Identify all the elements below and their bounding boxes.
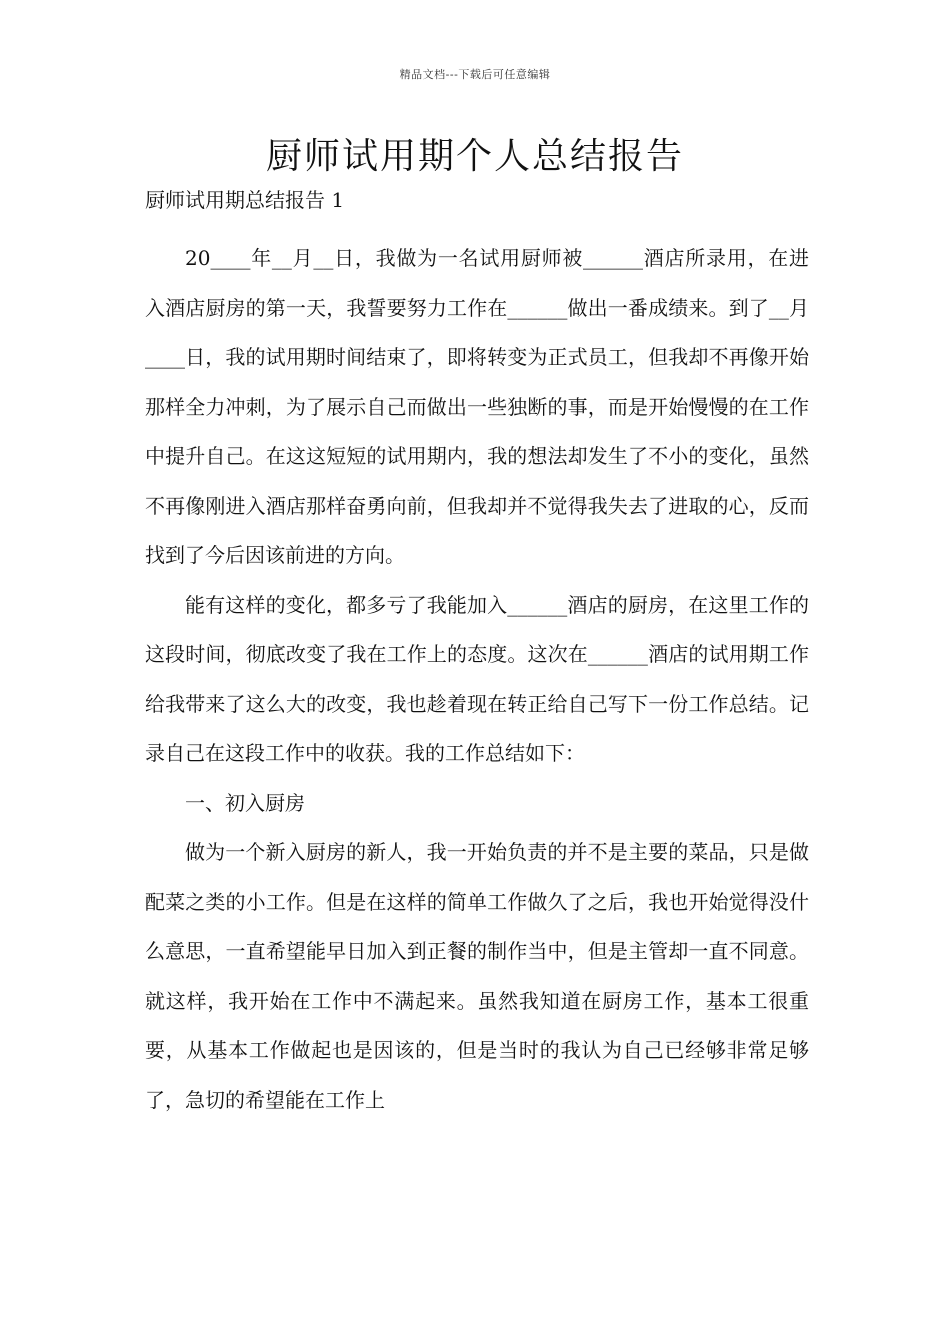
document-subtitle: 厨师试用期总结报告 1 [145,188,345,212]
paragraph: 20____年__月__日，我做为一名试用厨师被______酒店所录用，在进入酒店厨房的第一天，我誓要努力工作在______做出一番成绩来。到了__月____日，我的试用期时间结束了，即将转变为正式员工，但我却不再像开始那样全力冲刺，为了展示自己而做出一些独断的事，而是开始慢慢的在工作中提升自己。在这这短短的试用期内，我的想法却发生了不小的变化，虽然不再像刚进入酒店那样奋勇向前，但我却并不觉得我失去了进取的心，反而找到了今后因该前进的方向。 [145,246,809,567]
section-heading: 一、初入厨房 [185,790,305,815]
document-title: 厨师试用期个人总结报告 [265,136,684,177]
paragraph: 做为一个新入厨房的新人，我一开始负责的并不是主要的菜品，只是做配菜之类的小工作。但是在这样的简单工作做久了之后，我也开始觉得没什么意思，一直希望能早日加入到正餐的制作当中，但是主管却一直不同意。就这样，我开始在工作中不满起来。虽然我知道在厨房工作，基本工很重要，从基本工作做起也是因该的，但是当时的我认为自己已经够非常足够了，急切的希望能在工作上 [145,840,809,1112]
paragraph: 能有这样的变化，都多亏了我能加入______酒店的厨房，在这里工作的这段时间，彻底改变了我在工作上的态度。这次在______酒店的试用期工作给我带来了这么大的改变，我也趁着现在转正给自己写下一份工作总结。记录自己在这段工作中的收获。我的工作总结如下： [145,592,809,765]
document-body [145,184,809,1125]
header-note: 精品文档---下载后可任意编辑 [399,68,551,81]
